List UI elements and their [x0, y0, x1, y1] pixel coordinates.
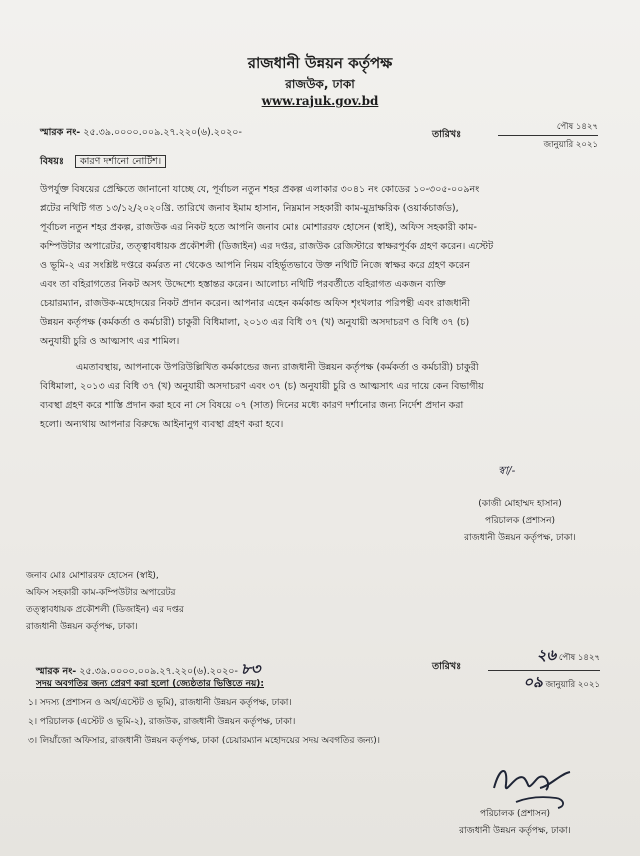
copy-date-english: জানুয়ারি ২০২১ [545, 680, 600, 690]
memo-ref-label: স্মারক নং- [40, 127, 81, 138]
copy-heading: সদয় অবগতির জন্য প্রেরণ করা হলো (জ্যেষ্ঠতার ভিত্তিতে নয়): [36, 679, 264, 689]
para1-line: অনুযায়ী চুরি ও আত্মসাৎ এর শামিল। [40, 336, 180, 347]
signatory-name: (কাজী মোহাম্মদ হাসান) [478, 499, 562, 509]
copy-ref-label: স্মারক নং- [36, 666, 77, 677]
signatory-title: পরিচালক (প্রশাসন) [485, 516, 555, 526]
signature-block-2 [430, 806, 600, 840]
signatory2-title: পরিচালক (প্রশাসন) [480, 809, 550, 819]
recipient-line: তত্ত্বাবধায়ক প্রকৌশলী (ডিজাইন) এর দপ্তর [26, 605, 184, 615]
copy-date [488, 644, 600, 696]
subject-line [40, 155, 166, 170]
recipient-line: রাজধানী উন্নয়ন কর্তৃপক্ষ, ঢাকা। [26, 622, 138, 632]
copy-date-en-day-handwritten: ০৯ [523, 673, 543, 691]
copy-date-day-handwritten: ২৬ [536, 646, 557, 664]
body-paragraph-1 [40, 180, 606, 351]
signature-initial: স্বা/- [498, 464, 516, 477]
copy-ref-handwritten: ৮৩ [240, 660, 261, 678]
para1-line: পূর্বাচল নতুন শহর প্রকল্প, রাজউক এর নিকট হতে আপনি জনাব মোঃ মোশাররফ হোসেন (স্বাই), অফিস সহকারী কাম- [40, 222, 477, 233]
para1-line: ও ভূমি-২ এর সংশ্লিষ্ট দপ্তরে কর্মরত না থেকেও আপনি নিয়ম বহির্ভূতভাবে উক্ত নথিটি নিজে স্বাক্ষর করে গ্রহণ করেন [40, 260, 470, 271]
copy-ref-number: ২৫.৩৯.০০০০.০০৯.২৭.২২০(৬).২০২০- [79, 666, 238, 677]
para2-line: ব্যবস্থা গ্রহণ করে শাস্তি প্রদান করা হবে না সে বিষয়ে ০৭ (সাত) দিনের মধ্যে কারণ দর্শানোর জন্য নির্দেশ প্রদান করা [40, 400, 464, 411]
para2-line: হলো। অন্যথায় আপনার বিরুদ্ধে আইনানুগ ব্যবস্থা গ্রহণ করা হবে। [40, 419, 284, 430]
para1-line: উন্নয়ন কর্তৃপক্ষ (কর্মকর্তা ও কর্মচারী) চাকুরী বিধিমালা, ২০১৩ এর বিধি ৩৭ (খ) অনুযায়ী অসদাচরণ ও বিধি ৩৭ (চ) [40, 317, 470, 328]
copy-list-item: ১। সদস্য (প্রশাসন ও অর্থ/এস্টেট ও ভূমি), রাজধানী উন্নয়ন কর্তৃপক্ষ, ঢাকা। [28, 698, 292, 708]
body-paragraph-2 [40, 358, 606, 434]
para2-line: এমতাবস্থায়, আপনাকে উপরিউল্লিখিত কর্মকান্ডের জন্য রাজধানী উন্নয়ন কর্তৃপক্ষ (কর্মকর্তা ও কর্মচারী) চাকুরী [76, 362, 479, 373]
recipient-line: জনাব মোঃ মোশাররফ হোসেন (স্বাই), [26, 571, 159, 581]
memo-date-label: তারিখঃ [432, 129, 462, 140]
signature-block-1 [440, 496, 600, 547]
copy-date-bottom [488, 671, 600, 696]
para1-line: প্লটের নথিটি গত ১৩/১২/২০২০খ্রি. তারিখে জনাব ইমাম হাসান, নিম্নমান সহকারী কাম-মুদ্রাক্ষরিক (ওয়ার্কচার্জড), [40, 203, 459, 214]
memo-date [498, 120, 598, 152]
subject-text: কারণ দর্শানো নোটিশ। [75, 155, 166, 168]
copy-date-label: তারিখঃ [432, 661, 462, 672]
memo-date-bangla: পৌষ ১৪২৭ [498, 120, 598, 136]
para1-line: কম্পিউটার অপারেটর, তত্ত্বাবধায়ক প্রকৌশলী (ডিজাইন) এর দপ্তর, রাজউক রেজিস্টারে স্বাক্ষরপূর্বক গ্রহণ করেন। এস্টেট [40, 241, 494, 252]
copy-list [28, 694, 608, 751]
recipient-line: অফিস সহকারী কাম-কম্পিউটার অপারেটর [26, 588, 176, 598]
memo-ref-number: ২৫.৩৯.০০০০.০০৯.২৭.২২০(৬).২০২০- [83, 127, 242, 138]
subject-label: বিষয়ঃ [40, 156, 64, 167]
org-city: রাজউক, ঢাকা [285, 77, 355, 91]
copy-list-item: ২। পরিচালক (এস্টেট ও ভূমি-২), রাজউক, রাজধানী উন্নয়ন কর্তৃপক্ষ, ঢাকা। [28, 717, 296, 727]
signatory2-org: রাজধানী উন্নয়ন কর্তৃপক্ষ, ঢাকা। [459, 826, 571, 836]
para1-line: চেয়ারম্যান, রাজউক-মহোদয়ের নিকট প্রদান করেন। আপনার এহেন কর্মকান্ড অফিস শৃংখলার পরিপন্থী এবং রাজধানী [40, 298, 470, 309]
para1-line: এবং তা বহিরাগতের নিকট অসৎ উদ্দেশ্যে হস্তান্তর করেন। আলোচ্য নথিটি পরবর্তীতে বহিরাগত একজন ব্যক্তি [40, 279, 446, 290]
org-name: রাজধানী উন্নয়ন কর্তৃপক্ষ [247, 54, 393, 72]
signatory-org: রাজধানী উন্নয়ন কর্তৃপক্ষ, ঢাকা। [464, 533, 576, 543]
copy-list-item: ৩। লিয়াঁজো অফিসার, রাজধানী উন্নয়ন কর্তৃপক্ষ, ঢাকা (চেয়ারম্যান মহোদয়ের সদয় অবগতির জন্য)। [28, 736, 381, 746]
para2-line: বিধিমালা, ২০১৩ এর বিধি ৩৭ (খ) অনুযায়ী অসদাচরণ এবং ৩৭ (চ) অনুযায়ী চুরি ও আত্মসাৎ এর দায়ে কেন বিভাগীয় [40, 381, 484, 392]
para1-line: উপর্যুক্ত বিষয়ের প্রেক্ষিতে জানানো যাচ্ছে যে, পূর্বাচল নতুন শহর প্রকল্প এলাকার ৩০৪১ নং কোডের ১০-৩০৫-০০৯নং [40, 184, 480, 195]
website-link[interactable]: www.rajuk.gov.bd [261, 94, 379, 108]
copy-date-bangla: পৌষ ১৪২৭ [558, 653, 600, 663]
memo-ref [40, 126, 242, 141]
memo-date-english: জানুয়ারি ২০২১ [543, 140, 598, 150]
copy-date-top [488, 644, 600, 671]
recipient-address [26, 568, 184, 636]
